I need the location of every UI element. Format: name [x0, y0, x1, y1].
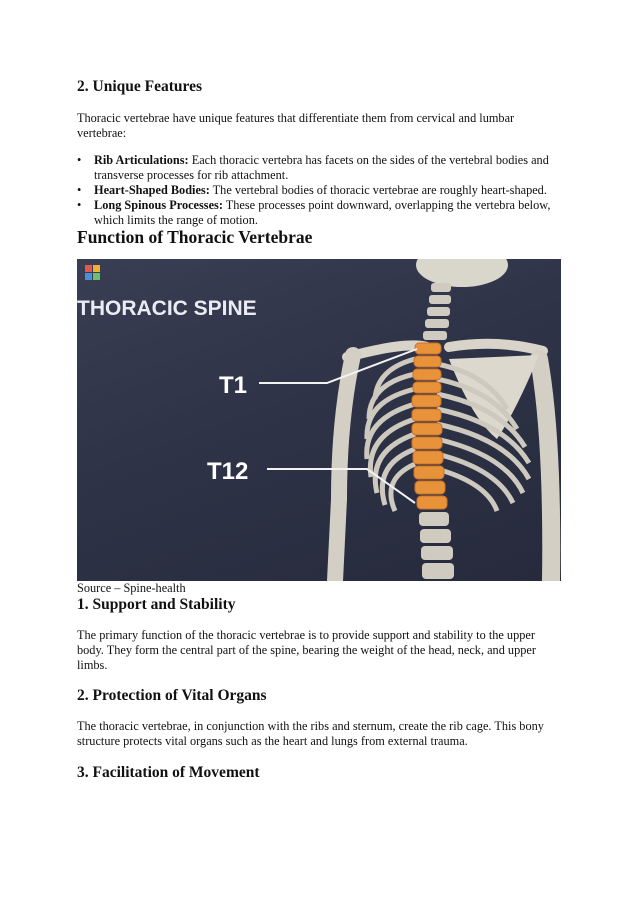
support-line-3: limbs.: [77, 658, 108, 672]
bullet-text: These processes point downward, overlapping the vertebra below,: [222, 198, 551, 212]
figure-title: THORACIC SPINE: [77, 297, 257, 320]
skull-base: [416, 259, 508, 287]
support-heading: 1. Support and Stability: [77, 596, 236, 613]
bullet-text: The vertebral bodies of thoracic vertebrae are roughly heart-shaped.: [209, 183, 547, 197]
list-item: [77, 153, 562, 183]
cervical-spine: [423, 283, 451, 340]
label-t12: T12: [207, 458, 249, 485]
unique-features-list: [77, 153, 562, 228]
figure-caption: Source – Spine-health: [77, 581, 186, 595]
unique-features-intro: [77, 111, 557, 141]
bullet-text-cont: transverse processes for rib attachment.: [94, 168, 289, 182]
bullet-term: Heart-Shaped Bodies:: [94, 183, 210, 197]
protection-heading: 2. Protection of Vital Organs: [77, 687, 267, 704]
protection-paragraph: [77, 719, 557, 749]
intro-line-2: vertebrae:: [77, 126, 127, 140]
right-clavicle: [449, 344, 543, 351]
label-t1: T1: [219, 372, 248, 399]
list-item: [77, 198, 562, 228]
bullet-icon: •: [77, 198, 82, 212]
unique-features-heading: 2. Unique Features: [77, 78, 203, 95]
thoracic-spine-figure: [77, 259, 561, 581]
support-paragraph: [77, 628, 557, 673]
brand-logo-icon: [85, 265, 100, 280]
bullet-icon: •: [77, 153, 82, 167]
protection-line-2: structure protects vital organs such as the heart and lungs from external trauma.: [77, 734, 468, 748]
lumbar-spine: [419, 512, 454, 579]
scapula: [449, 355, 539, 439]
movement-heading: 3. Facilitation of Movement: [77, 764, 260, 781]
thoracic-spine-illustration: [77, 259, 561, 581]
support-line-1: The primary function of the thoracic vertebrae is to provide support and stability to the upper: [77, 628, 535, 642]
list-item: [77, 183, 562, 198]
protection-line-1: The thoracic vertebrae, in conjunction with the ribs and sternum, create the rib cage. This bony: [77, 719, 544, 733]
bullet-text: Each thoracic vertebra has facets on the sides of the vertebral bodies and: [188, 153, 549, 167]
bullet-term: Rib Articulations:: [94, 153, 189, 167]
right-humerus: [539, 359, 551, 581]
bullet-term: Long Spinous Processes:: [94, 198, 223, 212]
thoracic-vertebrae: [412, 343, 447, 509]
bullet-text-cont: which limits the range of motion.: [94, 213, 258, 227]
intro-line-1: Thoracic vertebrae have unique features that differentiate them from cervical and lumbar: [77, 111, 515, 125]
function-title: Function of Thoracic Vertebrae: [77, 227, 313, 247]
support-line-2: body. They form the central part of the spine, bearing the weight of the head, neck, and upper: [77, 643, 536, 657]
bullet-icon: •: [77, 183, 82, 197]
